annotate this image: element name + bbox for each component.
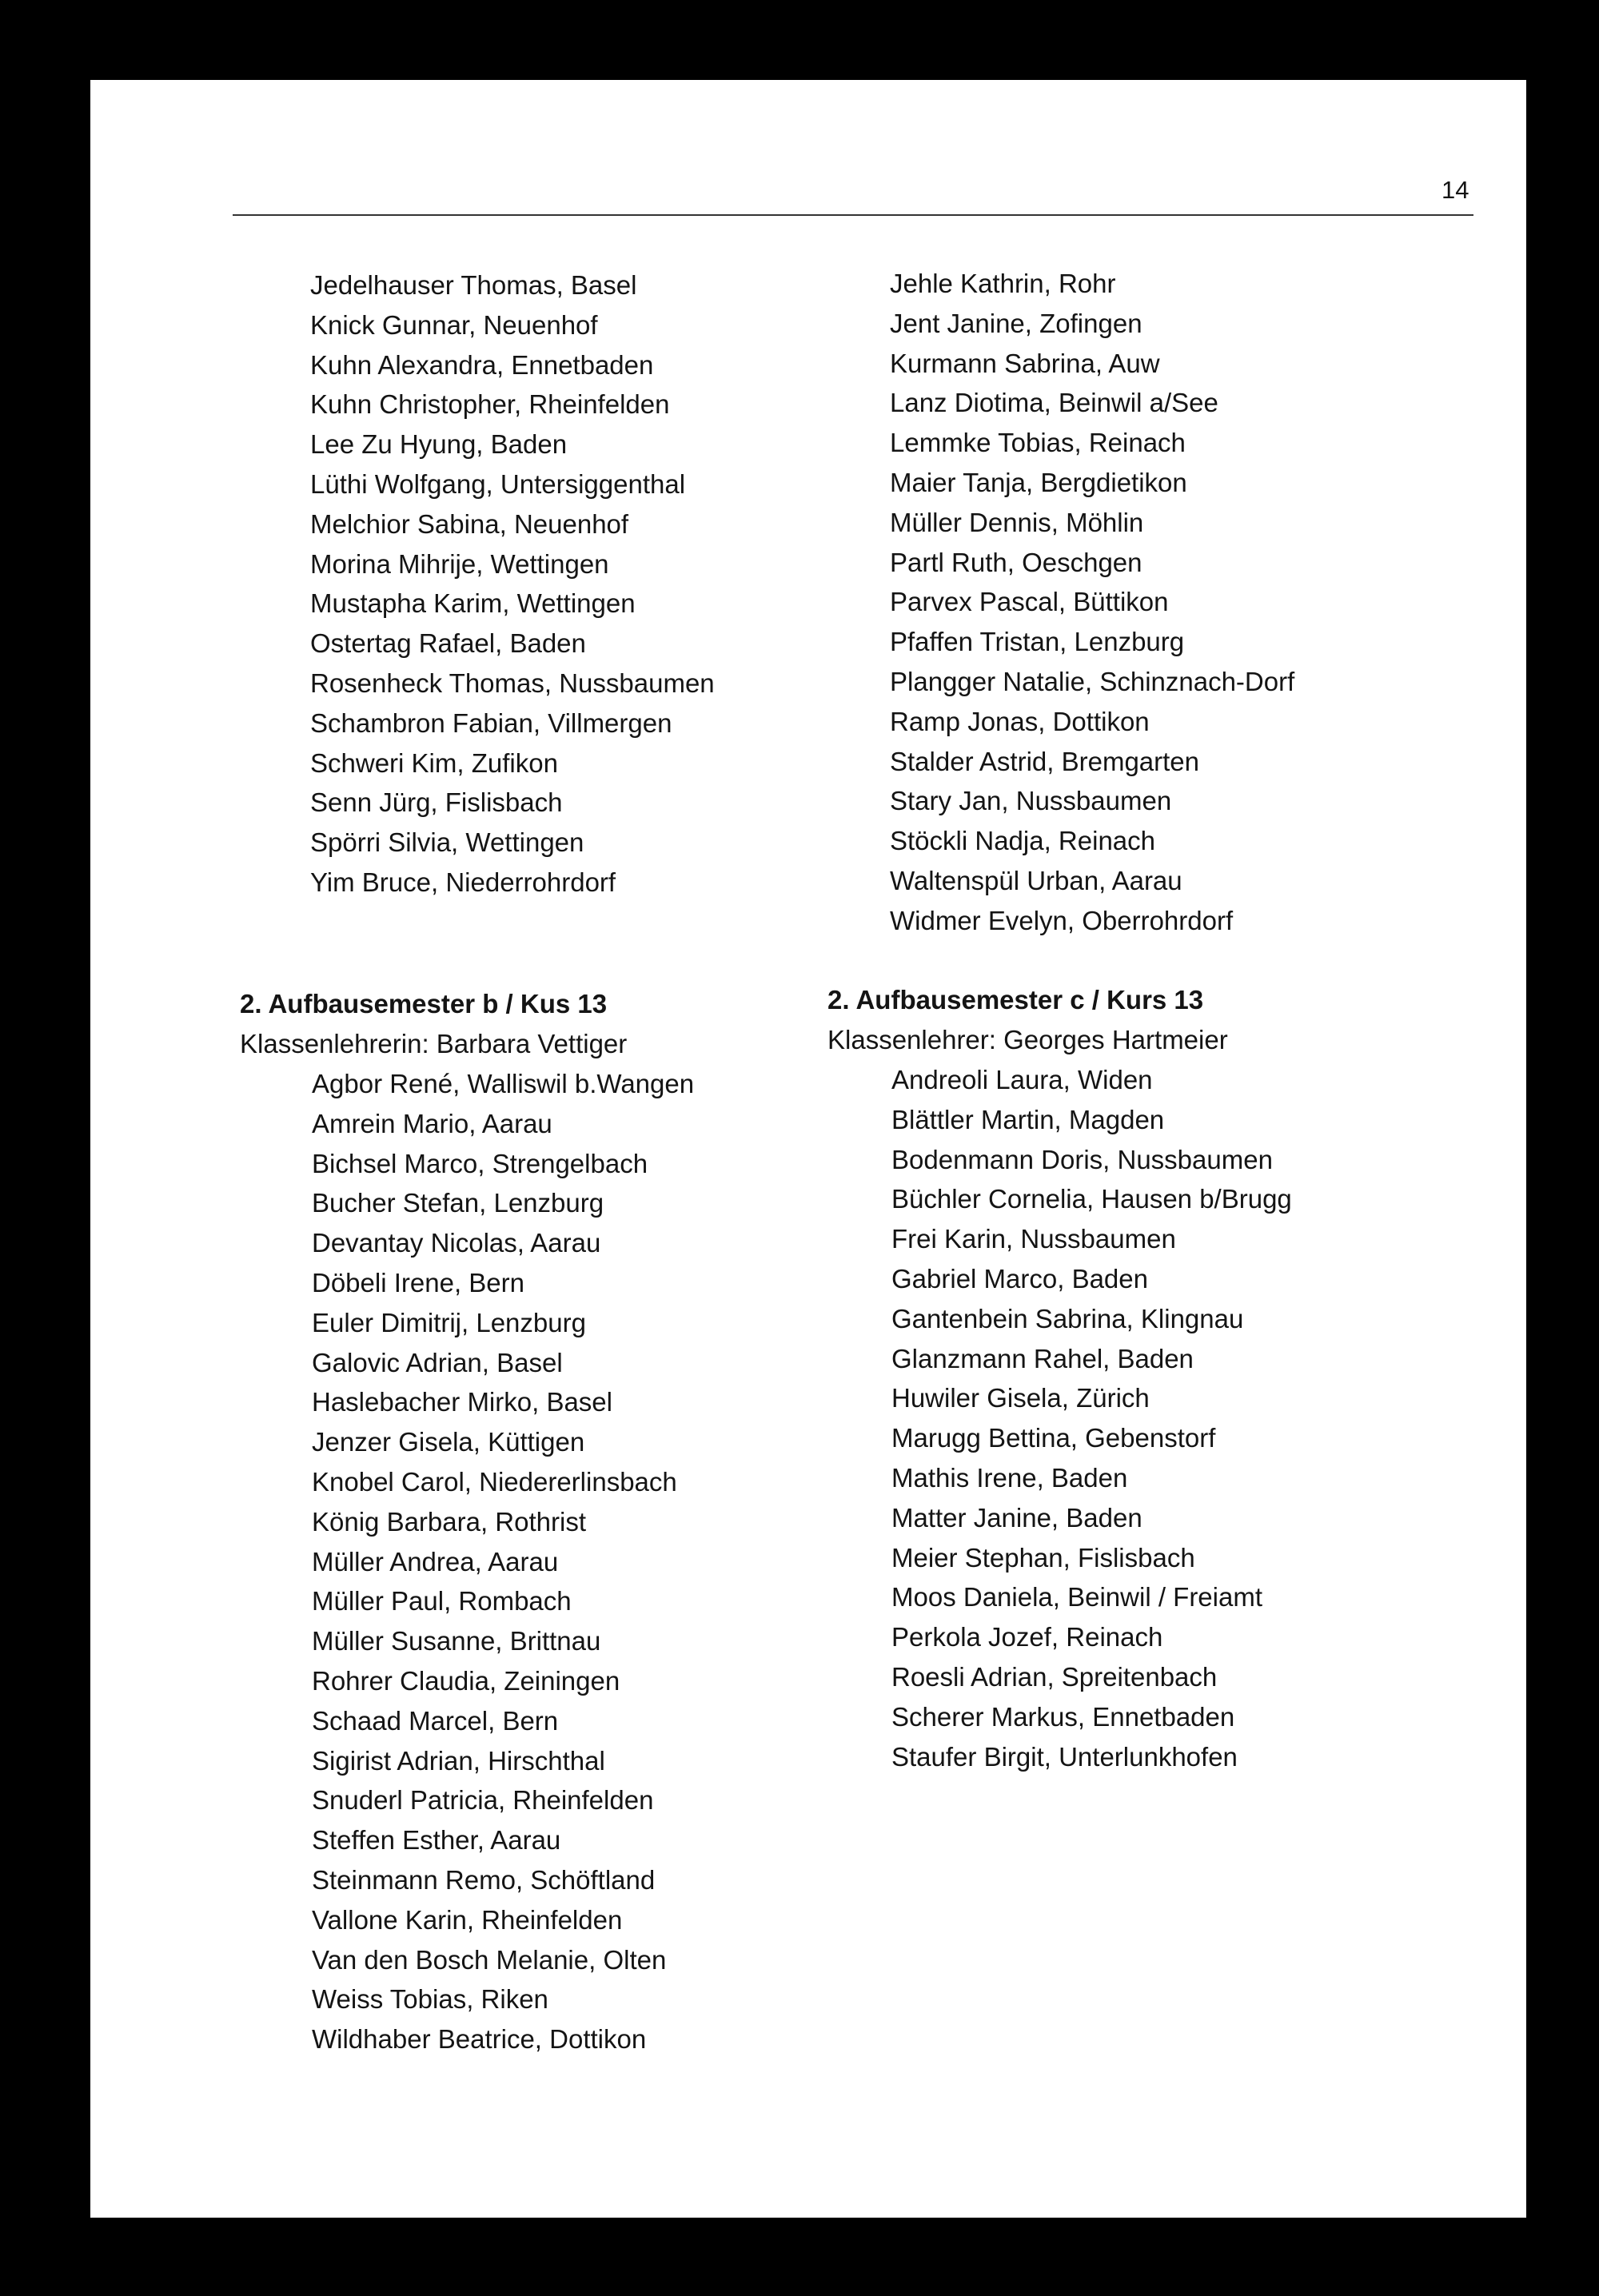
student-entry: Rosenheck Thomas, Nussbaumen — [310, 668, 715, 698]
student-entry: Jehle Kathrin, Rohr — [890, 269, 1116, 298]
student-entry: Döbeli Irene, Bern — [312, 1267, 524, 1297]
student-entry: Büchler Cornelia, Hausen b/Brugg — [891, 1184, 1292, 1214]
student-entry: Ostertag Rafael, Baden — [310, 628, 586, 659]
student-entry: Partl Ruth, Oeschgen — [890, 547, 1142, 577]
student-entry: Amrein Mario, Aarau — [312, 1108, 552, 1138]
student-entry: Marugg Bettina, Gebenstorf — [891, 1423, 1216, 1453]
student-entry: Knobel Carol, Niedererlinsbach — [312, 1466, 677, 1497]
student-entry: Spörri Silvia, Wettingen — [310, 827, 584, 858]
class-b-teacher: Klassenlehrerin: Barbara Vettiger — [240, 1029, 628, 1058]
student-entry: Steinmann Remo, Schöftland — [312, 1864, 656, 1895]
page-number: 14 — [1441, 176, 1469, 204]
student-entry: Waltenspül Urban, Aarau — [890, 865, 1182, 895]
student-entry: Mathis Irene, Baden — [891, 1462, 1128, 1493]
student-entry: Morina Mihrije, Wettingen — [310, 548, 609, 579]
student-entry: Stary Jan, Nussbaumen — [890, 786, 1172, 816]
student-entry: Lüthi Wolfgang, Untersiggenthal — [310, 468, 686, 499]
student-entry: Perkola Jozef, Reinach — [891, 1622, 1163, 1652]
student-entry: Kurmann Sabrina, Auw — [890, 348, 1160, 378]
student-entry: Steffen Esther, Aarau — [312, 1825, 561, 1856]
student-entry: Staufer Birgit, Unterlunkhofen — [891, 1741, 1238, 1772]
student-entry: Matter Janine, Baden — [891, 1502, 1142, 1533]
student-entry: Jenzer Gisela, Küttigen — [312, 1427, 585, 1457]
student-entry: Scherer Markus, Ennetbaden — [891, 1701, 1235, 1732]
student-entry: Glanzmann Rahel, Baden — [891, 1343, 1194, 1373]
upper-right-column — [890, 264, 1497, 941]
student-entry: Stöckli Nadja, Reinach — [890, 826, 1155, 856]
student-entry: Müller Andrea, Aarau — [312, 1546, 559, 1577]
student-entry: Sigirist Adrian, Hirschthal — [312, 1745, 605, 1776]
student-entry: Euler Dimitrij, Lenzburg — [312, 1307, 586, 1337]
student-entry: Kuhn Alexandra, Ennetbaden — [310, 349, 654, 380]
student-entry: Haslebacher Mirko, Basel — [312, 1387, 612, 1417]
student-entry: Gantenbein Sabrina, Klingnau — [891, 1303, 1244, 1333]
student-entry: Bodenmann Doris, Nussbaumen — [891, 1144, 1273, 1174]
student-entry: Agbor René, Walliswil b.Wangen — [312, 1069, 695, 1098]
student-entry: Van den Bosch Melanie, Olten — [312, 1944, 667, 1975]
student-entry: Jedelhauser Thomas, Basel — [310, 270, 637, 300]
header-rule — [233, 214, 1473, 216]
student-entry: Widmer Evelyn, Oberrohrdorf — [890, 905, 1234, 935]
student-entry: Müller Susanne, Brittnau — [312, 1626, 601, 1656]
student-entry: Parvex Pascal, Büttikon — [890, 587, 1169, 617]
student-entry: Schambron Fabian, Villmergen — [310, 708, 672, 738]
student-entry: Pfaffen Tristan, Lenzburg — [890, 627, 1185, 657]
student-entry: Bichsel Marco, Strengelbach — [312, 1148, 648, 1178]
student-entry: Frei Karin, Nussbaumen — [891, 1224, 1176, 1254]
student-entry: Maier Tanja, Bergdietikon — [890, 467, 1187, 497]
document-page — [90, 80, 1526, 2218]
class-c-teacher: Klassenlehrer: Georges Hartmeier — [827, 1025, 1228, 1054]
student-entry: Knick Gunnar, Neuenhof — [310, 309, 598, 340]
student-entry: Lanz Diotima, Beinwil a/See — [890, 388, 1218, 418]
class-b-heading: 2. Aufbausemester b / Kus 13 — [240, 989, 608, 1018]
student-entry: Moos Daniela, Beinwil / Freiamt — [891, 1582, 1262, 1612]
student-entry: Mustapha Karim, Wettingen — [310, 588, 636, 619]
student-entry: Meier Stephan, Fislisbach — [891, 1542, 1195, 1573]
class-b-section — [240, 984, 847, 2059]
student-entry: Plangger Natalie, Schinznach-Dorf — [890, 666, 1295, 696]
student-entry: Lee Zu Hyung, Baden — [310, 429, 568, 460]
student-entry: Stalder Astrid, Bremgarten — [890, 746, 1200, 776]
student-entry: Blättler Martin, Magden — [891, 1104, 1165, 1134]
student-entry: Schweri Kim, Zufikon — [310, 747, 558, 778]
class-b-student-list — [312, 1064, 847, 2059]
student-entry: Galovic Adrian, Basel — [312, 1347, 563, 1377]
class-c-student-list — [891, 1060, 1435, 1776]
student-entry: Roesli Adrian, Spreitenbach — [891, 1661, 1218, 1692]
upper-right-student-list — [890, 264, 1497, 941]
student-entry: Gabriel Marco, Baden — [891, 1263, 1148, 1293]
student-entry: Melchior Sabina, Neuenhof — [310, 508, 629, 539]
student-entry: Vallone Karin, Rheinfelden — [312, 1904, 623, 1935]
student-entry: Andreoli Laura, Widen — [891, 1065, 1153, 1094]
upper-left-column — [310, 265, 918, 903]
class-c-heading: 2. Aufbausemester c / Kurs 13 — [827, 985, 1204, 1014]
upper-left-student-list — [310, 265, 918, 903]
student-entry: Ramp Jonas, Dottikon — [890, 706, 1150, 736]
student-entry: Kuhn Christopher, Rheinfelden — [310, 389, 670, 420]
student-entry: Jent Janine, Zofingen — [890, 308, 1142, 338]
student-entry: Huwiler Gisela, Zürich — [891, 1383, 1150, 1413]
student-entry: Snuderl Patricia, Rheinfelden — [312, 1785, 654, 1816]
student-entry: Devantay Nicolas, Aarau — [312, 1228, 601, 1258]
student-entry: Lemmke Tobias, Reinach — [890, 428, 1186, 458]
student-entry: Senn Jürg, Fislisbach — [310, 787, 563, 818]
student-entry: Schaad Marcel, Bern — [312, 1705, 559, 1736]
student-entry: Wildhaber Beatrice, Dottikon — [312, 2024, 647, 2055]
student-entry: Weiss Tobias, Riken — [312, 1984, 548, 2015]
student-entry: Müller Dennis, Möhlin — [890, 507, 1144, 537]
student-entry: Müller Paul, Rombach — [312, 1586, 572, 1616]
student-entry: König Barbara, Rothrist — [312, 1506, 587, 1537]
student-entry: Yim Bruce, Niederrohrdorf — [310, 867, 616, 897]
student-entry: Bucher Stefan, Lenzburg — [312, 1188, 604, 1218]
class-c-section — [827, 980, 1435, 1776]
student-entry: Rohrer Claudia, Zeiningen — [312, 1665, 620, 1696]
